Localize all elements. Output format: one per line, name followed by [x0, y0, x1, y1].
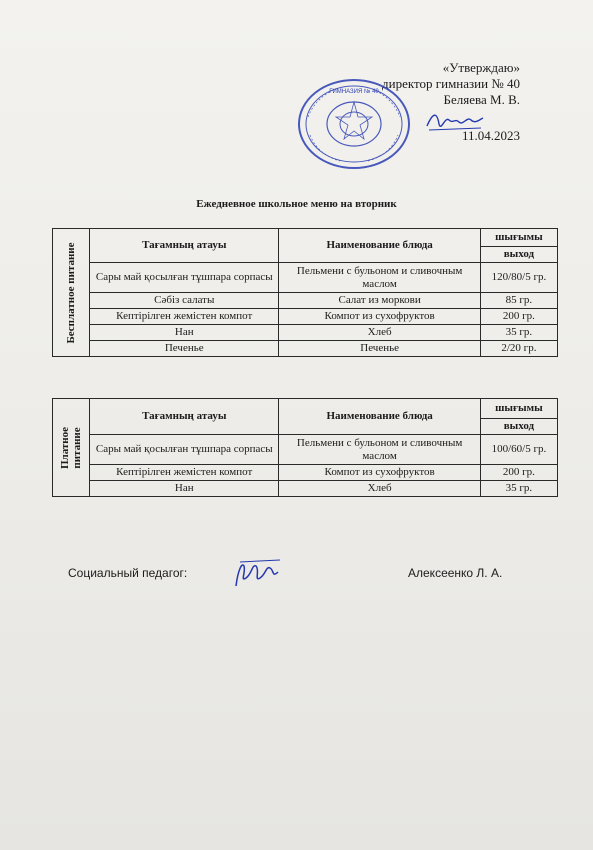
header-ru: Наименование блюда [279, 229, 480, 263]
dish-ru: Хлеб [279, 325, 480, 341]
dish-yield: 200 гр. [480, 309, 557, 325]
dish-ru: Пельмени с бульоном и сливочным маслом [279, 263, 480, 293]
paid-meals-table [52, 398, 558, 497]
dish-ru: Хлеб [279, 481, 480, 497]
dish-ru: Компот из сухофруктов [279, 465, 480, 481]
dish-kz: Кептірілген жемістен компот [90, 465, 279, 481]
social-pedagogue-label: Социальный педагог: [68, 566, 188, 580]
dish-yield: 85 гр. [480, 293, 557, 309]
table-row [53, 293, 558, 309]
social-pedagogue-name: Алексеенко Л. А. [408, 566, 503, 580]
dish-ru: Печенье [279, 341, 480, 357]
dish-kz: Нан [90, 481, 279, 497]
table-row [53, 309, 558, 325]
seal-stamp [296, 77, 412, 171]
free-meals-side-label: Бесплатное питание [53, 229, 90, 357]
dish-yield: 200 гр. [480, 465, 557, 481]
dish-kz: Сары май қосылған тұшпара сорпасы [90, 435, 279, 465]
table-row [53, 341, 558, 357]
header-kz: Тағамның атауы [90, 229, 279, 263]
free-meals-table [52, 228, 558, 357]
table-row [53, 325, 558, 341]
seal-label: ГИМНАЗИЯ № 40 [329, 89, 379, 95]
dish-ru: Компот из сухофруктов [279, 309, 480, 325]
table-row [53, 465, 558, 481]
header-yield-ru: выход [480, 247, 557, 263]
header-kz: Тағамның атауы [90, 399, 279, 435]
approval-name: Беляева М. В. [443, 92, 520, 107]
dish-kz: Нан [90, 325, 279, 341]
dish-kz: Сәбіз салаты [90, 293, 279, 309]
header-yield-kz: шығымы [480, 399, 557, 419]
dish-yield: 100/60/5 гр. [480, 435, 557, 465]
dish-kz: Кептірілген жемістен компот [90, 309, 279, 325]
approval-heading: «Утверждаю» [442, 60, 520, 75]
social-pedagogue-signature [232, 556, 284, 592]
dish-yield: 35 гр. [480, 481, 557, 497]
menu-title: Ежедневное школьное меню на вторник [196, 198, 397, 210]
dish-kz: Печенье [90, 341, 279, 357]
header-yield-kz: шығымы [480, 229, 557, 247]
director-signature [425, 108, 485, 136]
header-yield-ru: выход [480, 419, 557, 435]
table-row [53, 481, 558, 497]
approval-date: 11.04.2023 [461, 128, 520, 143]
table-row [53, 263, 558, 293]
table-row [53, 435, 558, 465]
paid-meals-side-label: Платное питание [53, 399, 90, 497]
approval-position: директор гимназии № 40 [382, 76, 520, 91]
dish-kz: Сары май қосылған тұшпара сорпасы [90, 263, 279, 293]
dish-yield: 120/80/5 гр. [480, 263, 557, 293]
dish-ru: Салат из моркови [279, 293, 480, 309]
header-ru: Наименование блюда [279, 399, 480, 435]
dish-yield: 35 гр. [480, 325, 557, 341]
dish-yield: 2/20 гр. [480, 341, 557, 357]
dish-ru: Пельмени с бульоном и сливочным маслом [279, 435, 480, 465]
